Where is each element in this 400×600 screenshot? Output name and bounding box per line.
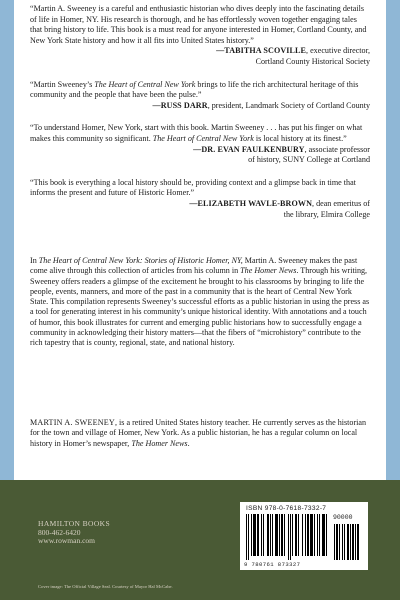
quote-book-title: The Heart of Central New York	[152, 133, 254, 143]
barcode-bar	[310, 514, 313, 556]
quote-author-org: the library, Elmira College	[283, 209, 370, 219]
barcode-addon-bar	[344, 524, 345, 560]
quote-author: —ELIZABETH WAVLE-BROWN	[189, 198, 313, 208]
book-description	[30, 256, 370, 349]
barcode-addon-bar	[355, 524, 356, 560]
quote-attribution	[30, 145, 370, 166]
barcode-bar	[319, 514, 320, 556]
barcode-bar	[272, 514, 273, 556]
barcode-bar	[251, 514, 252, 556]
quote-author-title: , dean emeritus of	[312, 198, 370, 208]
barcode-bar	[257, 514, 259, 556]
publisher-url: www.rowman.com	[38, 536, 96, 545]
endorsement-darr	[30, 80, 370, 112]
author-bio	[30, 418, 370, 449]
barcode-bar	[307, 514, 309, 556]
quote-attribution	[30, 101, 370, 112]
description-newspaper: The Homer News	[240, 266, 297, 276]
barcode-bar	[261, 514, 262, 556]
quote-author: —TABITHA SCOVILLE	[216, 46, 307, 56]
barcode-bar	[314, 514, 315, 556]
barcode-addon-bar	[339, 524, 340, 560]
quote-text: “This book is everything a local history should be, providing context and a glimpse back in time that informs the present and future of Historic Homer.”	[30, 177, 356, 198]
author-bio-newspaper: The Homer News	[131, 438, 188, 448]
cover-image-credit: Cover image: The Official Village Seal. Courtesy of Mayor Hal McCabe.	[38, 584, 173, 589]
quote-author-title: , executive director,	[306, 46, 370, 56]
description-text: In	[30, 256, 39, 265]
endorsement-faulkenbury	[30, 123, 370, 165]
quote-text: “Martin Sweeney’s	[30, 79, 95, 89]
quote-author: —RUSS DARR	[152, 100, 208, 110]
description-book-title: The Heart of Central New York: Stories of Historic Homer, NY,	[38, 256, 243, 265]
barcode-bar	[275, 514, 278, 556]
author-name: MARTIN A. SWEENEY	[30, 418, 115, 427]
quote-book-title: The Heart of Central New York	[94, 79, 196, 89]
quote-attribution	[30, 199, 370, 220]
quote-text: brings to life the rich architectural heritage of this community and the people that have been the pulse.”	[30, 79, 359, 100]
quote-attribution	[30, 46, 370, 67]
quote-text: is local history at its finest.”	[253, 133, 347, 143]
barcode-bar	[288, 514, 289, 560]
quote-text: “Martin A. Sweeney is a careful and enthusiastic historian who dives deeply into the fascinating details of life in Homer, NY. His research is thorough, and he has effortlessly woven together engaging tales that bring history to life. This book is a must read for anyone interested in Homer, Cortland County, and New York State history and how it all fits into United States history.”	[30, 4, 367, 45]
barcode-bar	[267, 514, 269, 556]
barcode-addon-bar	[347, 524, 349, 560]
barcode-bar	[305, 514, 306, 556]
barcode-bar	[284, 514, 285, 556]
barcode-addon-bar	[342, 524, 343, 560]
barcode-bar	[326, 514, 327, 556]
isbn-number: ISBN 978-0-7618-7332-7	[246, 505, 327, 512]
barcode-bar	[248, 514, 249, 560]
price-code: 90000	[333, 514, 353, 521]
barcode-bars	[246, 514, 364, 561]
author-bio-text: , is a retired United States history teacher. He currently serves as the historian for the town and village of Homer, New York. As a public historian, he has a regular column on local history in Homer’s newspaper,	[30, 418, 367, 448]
description-text: . Through his writing, Sweeney offers readers a glimpse of the excitement he brought to his classrooms by bringing to life the people, events, manners, and more of the past in a community that is the heart of Central New York State. This compilation represents Sweeney’s successful efforts as a public historian in using the press as a tool for generating interest in his community’s unique historical identity. With annotations and a touch of humor, this book illustrates for current and emerging public historians how to successfully engage a community in acknowledging their history matters—that the fibers of “microhistory” contribute to the rich tapestry that is county, regional, state, and national history.	[30, 266, 370, 348]
barcode-bar	[302, 514, 303, 556]
isbn-barcode	[240, 502, 368, 570]
barcode-addon-bar	[357, 524, 359, 560]
author-bio-end: .	[187, 438, 190, 448]
barcode-bar	[253, 514, 256, 556]
publisher-info	[38, 520, 158, 546]
barcode-bar	[322, 514, 325, 556]
publisher-phone: 800-462-6420	[38, 527, 81, 537]
quote-author-title: , associate professor	[304, 144, 370, 154]
barcode-bar	[290, 514, 291, 560]
quote-author-title: , president, Landmark Society of Cortland County	[207, 100, 370, 110]
endorsements	[30, 4, 370, 232]
quote-author-org: of history, SUNY College at Cortland	[248, 155, 370, 165]
barcode-bar	[292, 514, 293, 556]
barcode-bar	[298, 514, 299, 556]
endorsement-wavle-brown	[30, 178, 370, 220]
barcode-bar	[279, 514, 280, 556]
barcode-bar	[281, 514, 283, 556]
publisher-name: HAMILTON BOOKS	[38, 519, 111, 528]
quote-author: —DR. EVAN FAULKENBURY	[193, 144, 305, 154]
barcode-bar	[295, 514, 297, 556]
barcode-bar	[317, 514, 318, 556]
barcode-bar	[263, 514, 264, 556]
endorsement-scoville	[30, 4, 370, 68]
barcode-addon-bar	[336, 524, 338, 560]
barcode-bar	[270, 514, 271, 556]
description-text: Martin A. Sweeney makes the past come alive through this collection of articles from his column in	[30, 256, 358, 276]
quote-author-org: Cortland County Historical Society	[255, 56, 370, 66]
barcode-digits: 9 780761 873327	[244, 561, 301, 568]
quote-text: “To understand Homer, New York, start with this book. Martin Sweeney . . . has put his finger on what makes this community so significant.	[30, 123, 363, 143]
barcode-bar	[246, 514, 247, 560]
barcode-addon-bar	[334, 524, 335, 560]
barcode-addon-bar	[350, 524, 351, 560]
barcode-addon-bar	[352, 524, 354, 560]
